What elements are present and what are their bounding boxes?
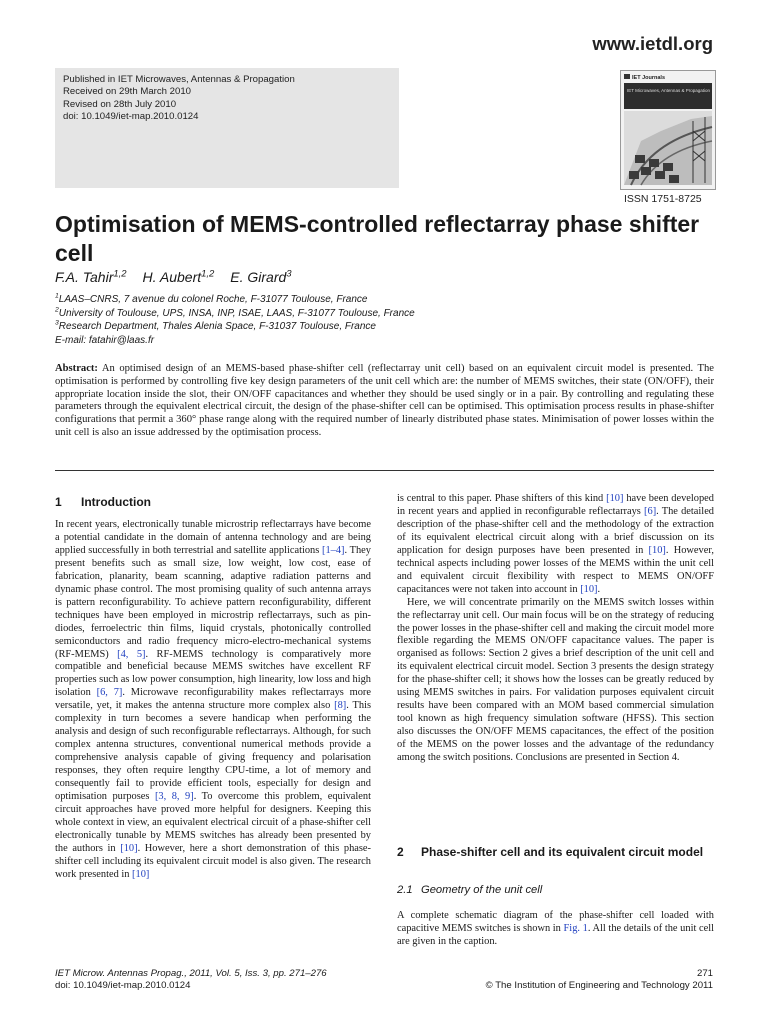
site-url-link[interactable]: www.ietdl.org [592,33,713,54]
author-name: E. Girard [230,269,287,285]
section-2-body [397,910,714,949]
section-2-paragraph-1: A complete schematic diagram of the phase-shifter cell loaded with capacitive MEMS switches is shown in Fig. 1. All the details of the unit cell are given in the caption. [397,910,714,947]
citation-link[interactable]: [10] [606,493,624,504]
page-number: 271 [696,968,713,979]
cover-brand: IET Journals [632,75,666,81]
footer-doi: doi: 10.1049/iet-map.2010.0124 [55,980,191,992]
section-2-heading [397,845,714,860]
pubinfo-doi: doi: 10.1049/iet-map.2010.0124 [63,111,199,123]
author-name: H. Aubert [142,269,202,285]
section-1-heading [55,495,371,510]
affiliation-line [55,320,715,334]
affiliation-text: LAAS–CNRS, 7 avenue du colonel Roche, F-31077 Toulouse, France [58,294,368,305]
citation-link[interactable]: Fig. 1 [563,922,588,934]
journal-cover-image [620,70,716,190]
citation-link[interactable]: [6, 7] [96,687,123,699]
affiliation-sup: 1 [55,292,59,300]
section-number: 2 [397,845,404,859]
author-affil-sup: 1,2 [113,268,127,280]
footer-right [486,968,713,993]
citation-link[interactable]: [8] [334,700,347,712]
intro-paragraph-2: is central to this paper. Phase shifters of this kind [10] have been developed in recent years and applied in reconfigurable reflectarrays [6]. The detailed description of the phase-shifter cell and the methodology of the extraction of its equivalent electrical circuit along with a brief discussion on its application for design purposes have been presented in [10]. However, technical aspects including power losses of the MEMS within the unit cell and equivalent circuit flexibility with respect to MEMS ON/OFF capacitances were not taken into account in [10]. [397,493,714,595]
footer-journal-citation: IET Microw. Antennas Propag., 2011, Vol. 5, Iss. 3, pp. 271–276 [55,968,327,979]
affiliation-line [55,307,715,321]
body-column-left [55,519,371,882]
abstract-divider [55,470,714,471]
section-number: 1 [55,495,62,509]
section-title: Introduction [81,495,151,509]
author-name: F.A. Tahir [55,269,114,285]
affiliation-sup: 2 [55,306,59,314]
issn-label: ISSN 1751-8725 [624,193,702,205]
author-affil-sup: 1,2 [201,268,215,280]
author-list [55,269,292,285]
citation-link[interactable]: [10] [580,583,598,595]
section-title: Phase-shifter cell and its equivalent circuit model [421,845,704,859]
citation-link[interactable]: [3, 8, 9] [154,791,194,803]
pubinfo-journal: Published in IET Microwaves, Antennas & Propagation [63,74,295,85]
intro-paragraph-1: In recent years, electronically tunable microstrip reflectarrays have become a potential candidate in the domain of antenna technology and are being applied successfully in both terrestrial and satellite applications [1–4]. They present benefits such as small size, low weight, low cost, ease of fabrication, planarity, beam scanning, adaptive radiation patterns and dynamic phase control. The most promising quality of such antenna arrays is pattern reconfigurability. To achieve pattern reconfigurability, different techniques have been employed in microstrip reflectarrays, such as pin-diodes, ferroelectric thin films, liquid crystals, photonically controlled semiconductors and radio frequency micro-electro-mechanical systems (RF-MEMS) [4, 5]. RF-MEMS technology is comparatively more compatible and beneficial because MEMS switches have excellent RF properties such as low power consumption, high linearity, low loss and high isolation [6, 7]. Microwave reconfigurability makes reflectarrays more versatile, yet, it makes the antenna structure more complex also [8]. This complexity in turn becomes a severe handicap when performing the analysis and design of such reconfigurable reflectarrays. Although, for such complex antenna structures, conventional numerical methods provide a comprehensive analysis capable of giving frequency and polarisation responses, they often require lengthy CPU-time, a lot of memory and consequently fail to provide efficient tools, especially for design and optimisation purposes [3, 8, 9]. To overcome this problem, equivalent circuit approaches have proved more helpful for designers. Keeping this whole context in view, an equivalent electrical circuit of a phase-shifter cell electronically tunable by MEMS switches has already been presented by the authors in [10]. However, here a short demonstration of this phase-shifter cell including its equivalent circuit model is also given. The research work presented in [10] [55,519,372,880]
publication-info-box [55,68,399,188]
paper-title: Optimisation of MEMS-controlled reflectarray phase shifter cell [55,211,700,266]
journal-cover-art [621,71,715,189]
body-column-right [397,493,714,765]
affiliation-text: Research Department, Thales Alenia Space, F-31037 Toulouse, France [58,321,376,333]
subsection-number: 2.1 [397,884,413,896]
pubinfo-received: Received on 29th March 2010 [63,86,191,98]
citation-link[interactable]: [1–4] [322,544,345,556]
affiliation-sup: 3 [55,319,59,327]
citation-link[interactable]: [4, 5] [117,648,146,660]
abstract-text: An optimised design of an MEMS-based phase-shifter cell (reflectarray unit cell) based on an equivalent circuit model is presented. The optimisation is performed by controlling five key design parameters of the unit cell which are: the number of MEMS switches, their state (ON/OFF), their appropriate location inside the slot, their ON/OFF capacitances and whether they should be used singly or in a pair. By controlling and regulating these parameters through the equivalent electrical circuit, the design of the phase-shifter cell can be optimised. This optimisation process results in phase-shifter configurations that permit a 360° phase range along with the required number of linearly distributed phase states. Minimisation of power losses within the unit cell is also an issue addressed by the optimisation process. [55,363,714,438]
citation-link[interactable]: [10] [648,544,666,556]
affiliation-list [55,293,715,347]
citation-link[interactable]: [10] [132,868,150,880]
abstract-label: Abstract: [55,363,98,374]
abstract [55,363,714,440]
affiliation-text: University of Toulouse, UPS, INSA, INP, ISAE, LAAS, F-31077 Toulouse, France [58,307,415,319]
footer-citation [55,968,327,993]
citation-link[interactable]: [6] [644,505,657,517]
contact-email[interactable]: E-mail: fatahir@laas.fr [55,334,155,346]
author-affil-sup: 3 [286,268,292,280]
intro-paragraph-3: Here, we will concentrate primarily on the MEMS switch losses within the reflectarray unit cell. Our main focus will be on the strategy of reducing the power losses in the phase-shifter cell and making the circuit model more flexible regarding the MEMS ON/OFF capacitance values. The paper is organised as follows: Section 2 gives a brief description of the unit cell and its equivalent electrical circuit model. Section 3 presents the design strategy for the phase-shifter cell; it shows how the losses can be greatly reduced by using MEMS switches in pairs. For validation purposes equivalent circuit results have been compared with an MOM based commercial simulation tool known as high frequency simulation software (HFSS). This section also discusses the ON/OFF MEMS capacitances, the effect of the position of the MEMS on the power losses and the advantage of the redundancy among the switch positions. Conclusions are presented in Section 4. [397,596,714,764]
cover-journal: IET Microwaves, Antennas & Propagation [627,88,710,93]
citation-link[interactable]: [10] [120,842,138,854]
footer-copyright: © The Institution of Engineering and Technology 2011 [485,980,713,992]
subsection-title: Geometry of the unit cell [421,884,543,896]
subsection-2-1-heading [397,884,714,896]
pubinfo-revised: Revised on 28th July 2010 [63,98,177,110]
affiliation-line [55,293,715,307]
